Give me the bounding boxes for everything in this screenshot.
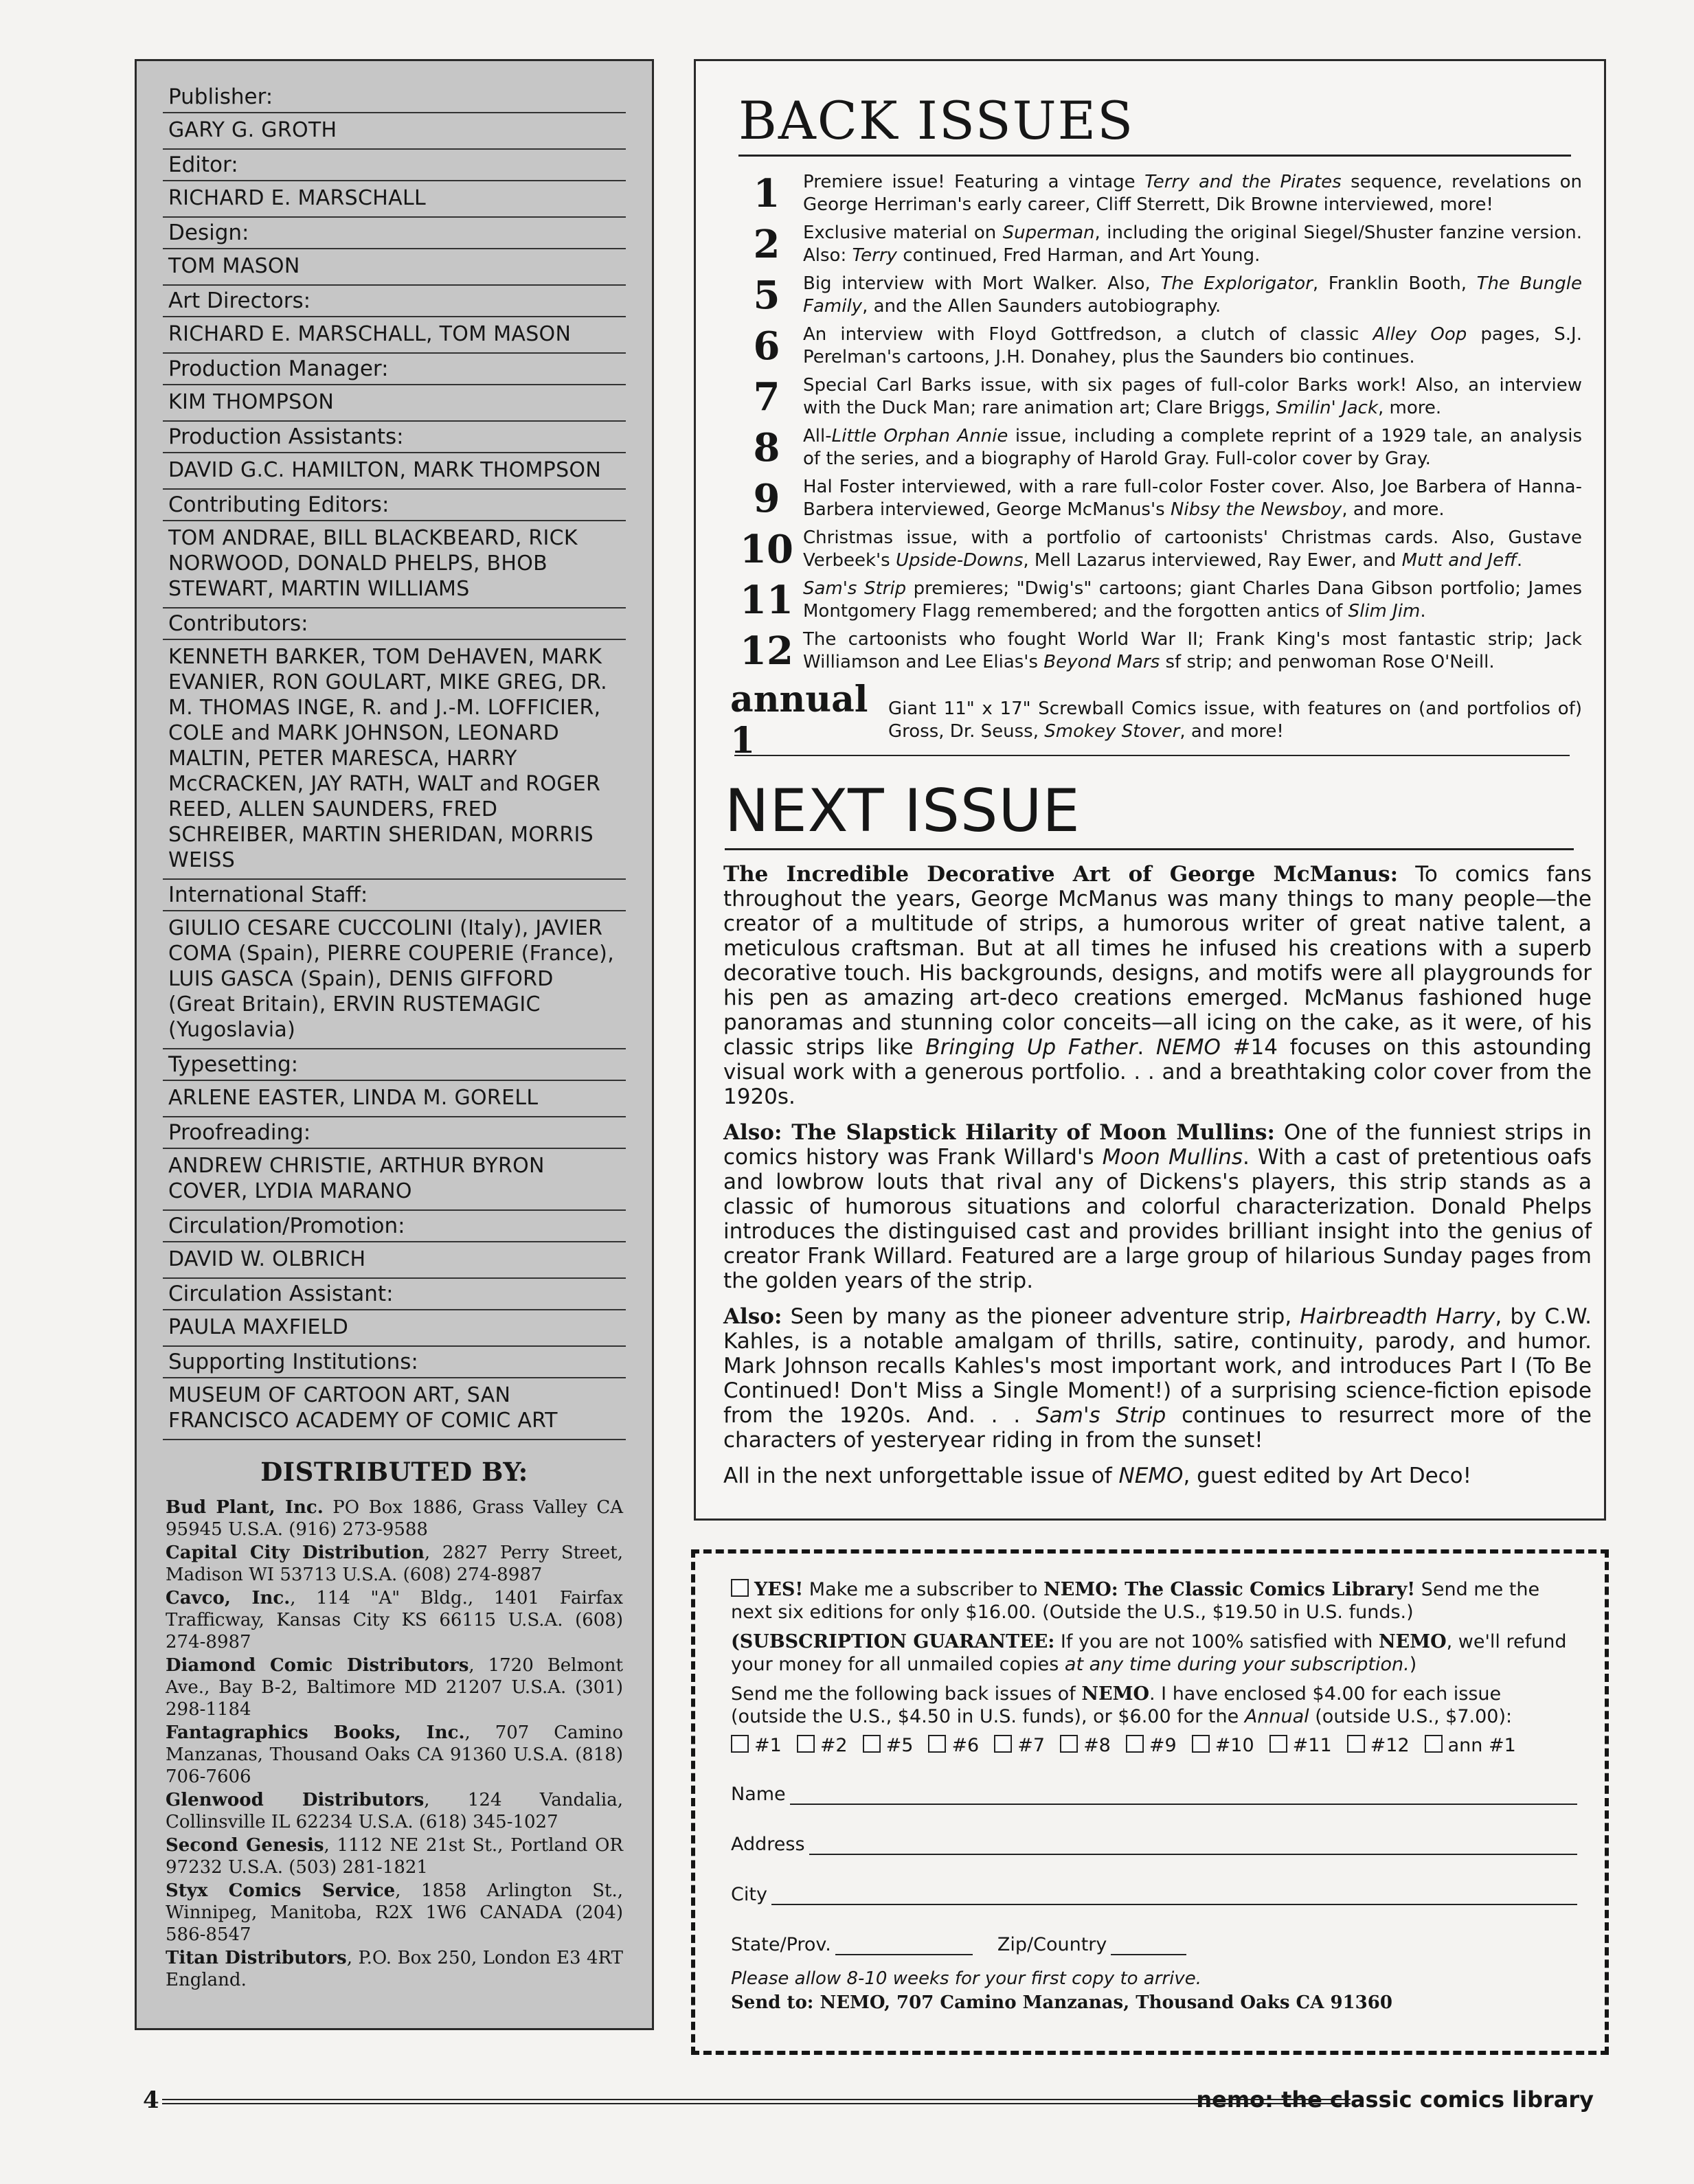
distributor-name: Capital City Distribution (166, 1543, 425, 1563)
state-zip-field[interactable] (731, 1934, 1577, 1955)
distributor-address: , 124 Vandalia, Collinsville IL 62234 U.S.A. (618) 345-1027 (166, 1790, 623, 1832)
back-issue-item (730, 628, 1582, 674)
issue-option[interactable] (797, 1735, 848, 1756)
address-input-line[interactable] (809, 1836, 1577, 1855)
issue-checkbox-row (731, 1735, 1577, 1756)
featured-title: Smilin' Jack (1276, 398, 1379, 418)
credit-names: MUSEUM OF CARTOON ART, SAN FRANCISCO ACADEMY OF COMIC ART (163, 1378, 626, 1440)
credit-names: KENNETH BARKER, TOM DeHAVEN, MARK EVANIER, RON GOULART, MIKE GREG, DR. M. THOMAS INGE, R. and J.-M. LOFFICIER, COLE and MARK JOHNSON, LEONARD MALTIN, PETER MARESCA, HARRY McCRACKEN, JAY RATH, WALT and ROGER REED, ALLEN SAUNDERS, FRED SCHREIBER, MARTIN SHERIDAN, MORRIS WEISS (163, 640, 626, 880)
section-divider (734, 755, 1570, 756)
distributor-address: , P.O. Box 250, London E3 4RT England. (166, 1948, 623, 1990)
issue-checkbox[interactable] (928, 1735, 946, 1753)
featured-title: Nibsy the Newsboy (1170, 499, 1342, 520)
description-text: premieres; "Dwig's" cartoons; giant Charles Dana Gibson portfolio; James Montgomery Flagg remembered; and the forgotten antics of (803, 578, 1582, 622)
issue-number: 6 (753, 323, 780, 369)
issue-description (803, 527, 1582, 572)
featured-title: Little Orphan Annie (831, 426, 1008, 446)
description-text: , Franklin Booth, (1312, 273, 1477, 294)
issue-number: 8 (753, 425, 780, 470)
paragraph-text: , by C.W. Kahles, is a notable amalgam of thrills, satire, continuity, parody, and humor. Mark Johnson recalls Kahles's most important work, and introduces Part I (To Be Continued! Don't Miss a Single Moment!) of a surprising science-fiction episode from the 1920s. And. . . (723, 1304, 1592, 1428)
distributor (163, 1834, 626, 1878)
distributor (163, 1947, 626, 1991)
description-text: Big interview with Mort Walker. Also, (803, 273, 1161, 294)
back-issue-item (730, 476, 1582, 521)
description-text: Christmas issue, with a portfolio of cartoonists' Christmas cards. Also, Gustave Verbeek's (803, 527, 1582, 571)
next-issue-paragraph (723, 1464, 1592, 1488)
credit-names: ANDREW CHRISTIE, ARTHUR BYRON COVER, LYDIA MARANO (163, 1149, 626, 1211)
distributor-name: Second Genesis (166, 1835, 324, 1856)
city-label: City (731, 1884, 767, 1905)
description-text: sequence, revelations on George Herriman's early career, Cliff Sterrett, Dik Browne interviewed, more! (803, 172, 1582, 215)
paragraph-lead: The Incredible Decorative Art of George McManus: (723, 862, 1399, 887)
issue-option-label: #9 (1149, 1735, 1177, 1756)
subscribe-checkbox[interactable] (731, 1579, 749, 1597)
back-issue-list (730, 171, 1582, 767)
credit-role: Proofreading: (163, 1117, 626, 1149)
description-text: The cartoonists who fought World War II; Frank King's most fantastic strip; Jack Williamson and Lee Elias's (803, 629, 1582, 672)
credit-role: Circulation/Promotion: (163, 1211, 626, 1242)
description-text: , and more. (1342, 499, 1445, 520)
credit-role: Production Manager: (163, 354, 626, 385)
distributor (163, 1654, 626, 1720)
issue-checkbox[interactable] (1192, 1735, 1210, 1753)
issue-checkbox[interactable] (1060, 1735, 1078, 1753)
credit-names: ARLENE EASTER, LINDA M. GORELL (163, 1081, 626, 1117)
masthead-entry (163, 490, 626, 608)
featured-title: Slim Jim (1348, 601, 1421, 622)
description-text: , including the original Siegel/Shuster fanzine version. Also: (803, 223, 1582, 266)
distributor-address: , 707 Camino Manzanas, Thousand Oaks CA 91360 U.S.A. (818) 706-7606 (166, 1722, 623, 1787)
distributor-name: Styx Comics Service (166, 1880, 396, 1901)
featured-title: Beyond Mars (1043, 652, 1160, 672)
back-issue-item (730, 222, 1582, 267)
issue-number: annual 1 (730, 679, 868, 762)
issue-option-label: ann #1 (1447, 1735, 1516, 1756)
distributor-address: , 2827 Perry Street, Madison WI 53713 U.S.A. (608) 274-8987 (166, 1543, 623, 1585)
paragraph-lead: Also: The Slapstick Hilarity of Moon Mullins: (723, 1120, 1275, 1145)
issue-option-label: #1 (754, 1735, 782, 1756)
featured-title: Superman (1002, 223, 1095, 243)
masthead-entry (163, 1049, 626, 1117)
masthead-entry (163, 608, 626, 880)
distributor (163, 1542, 626, 1586)
city-input-line[interactable] (771, 1886, 1577, 1905)
back-issue-item (730, 578, 1582, 623)
issue-number: 12 (740, 628, 793, 674)
issue-number: 11 (740, 578, 793, 623)
issue-option[interactable] (1060, 1735, 1111, 1756)
masthead-entry (163, 1211, 626, 1279)
distributor (163, 1880, 626, 1946)
masthead-entry (163, 218, 626, 286)
masthead-entry (163, 422, 626, 490)
subscription-coupon (691, 1549, 1609, 2055)
issue-checkbox[interactable] (1347, 1735, 1365, 1753)
issue-option[interactable] (928, 1735, 979, 1756)
description-text: Premiere issue! Featuring a vintage (803, 172, 1145, 192)
next-issue-paragraph (723, 1304, 1592, 1453)
featured-title: Upside-Downs (895, 550, 1024, 571)
issue-checkbox[interactable] (1269, 1735, 1287, 1753)
credit-role: Publisher: (163, 82, 626, 113)
issue-option-label: #8 (1083, 1735, 1111, 1756)
featured-title: Sam's Strip (803, 578, 907, 599)
credit-role: Contributors: (163, 608, 626, 640)
masthead-entry (163, 1279, 626, 1347)
description-text: An interview with Floyd Gottfredson, a clutch of classic (803, 324, 1373, 345)
name-field[interactable] (731, 1784, 1577, 1805)
issue-checkbox[interactable] (1425, 1735, 1443, 1753)
featured-title: NEMO (1118, 1464, 1184, 1488)
masthead-entry (163, 1117, 626, 1211)
heading-rule (738, 155, 1571, 157)
credit-names: DAVID W. OLBRICH (163, 1242, 626, 1279)
issue-description (803, 578, 1582, 623)
paragraph-lead: Also: (723, 1304, 782, 1329)
issue-checkbox[interactable] (863, 1735, 881, 1753)
featured-title: Hairbreadth Harry (1300, 1304, 1495, 1329)
issue-checkbox[interactable] (797, 1735, 815, 1753)
credit-names: TOM ANDRAE, BILL BLACKBEARD, RICK NORWOOD, DONALD PHELPS, BHOB STEWART, MARTIN WILLIAMS (163, 521, 626, 608)
back-issue-item (730, 527, 1582, 572)
issue-option-label: #7 (1017, 1735, 1046, 1756)
description-text: , and the Allen Saunders autobiography. (862, 296, 1221, 317)
featured-title: Terry and the Pirates (1144, 172, 1342, 192)
distributor-address: PO Box 1886, Grass Valley CA 95945 U.S.A. (916) 273-9588 (166, 1497, 624, 1540)
distributed-by-heading: DISTRIBUTED BY: (260, 1457, 528, 1487)
credit-names: KIM THOMPSON (163, 385, 626, 422)
city-field[interactable] (731, 1884, 1577, 1905)
distributor-address: , 1112 NE 21st St., Portland OR 97232 U.S.A. (503) 281-1821 (166, 1835, 623, 1878)
description-text: issue, including a complete reprint of a 1929 tale, an analysis of the series, and a biography of Harold Gray. Full-color cover by Gray. (803, 426, 1582, 469)
featured-title: NEMO (1155, 1035, 1221, 1060)
description-text: Exclusive material on (803, 223, 1003, 243)
back-issues-heading: BACK ISSUES (738, 90, 1135, 151)
distributor (163, 1722, 626, 1788)
featured-title: The Bungle Family (803, 273, 1582, 317)
issue-option-label: #10 (1215, 1735, 1254, 1756)
issue-option[interactable] (1425, 1735, 1516, 1756)
address-label: Address (731, 1834, 805, 1855)
issue-option[interactable] (1192, 1735, 1254, 1756)
issue-description (803, 222, 1582, 267)
description-text: , Mell Lazarus interviewed, Ray Ewer, and (1023, 550, 1402, 571)
issue-number: 1 (753, 171, 780, 216)
issue-checkbox[interactable] (731, 1735, 749, 1753)
back-issue-item (730, 323, 1582, 369)
next-issue-paragraph (723, 1120, 1592, 1293)
issue-option-label: #12 (1370, 1735, 1410, 1756)
issue-number: 2 (753, 222, 780, 267)
issue-option[interactable] (1347, 1735, 1410, 1756)
distributor-list (163, 1497, 626, 1991)
masthead-entry (163, 82, 626, 150)
issue-checkbox[interactable] (1126, 1735, 1144, 1753)
issue-option[interactable] (994, 1735, 1045, 1756)
issue-option-label: #6 (951, 1735, 980, 1756)
credit-role: Design: (163, 218, 626, 249)
description-text: All- (803, 426, 832, 446)
paragraph-text: #14 focuses on this astounding visual work with a generous portfolio. . . and a breathtaking color cover from the 1920s. (723, 1035, 1592, 1109)
masthead-panel (135, 59, 654, 2030)
description-text: Hal Foster interviewed, with a rare full-color Foster cover. Also, Joe Barbera of Hanna-Barbera interviewed, George McManus's (803, 477, 1582, 520)
credit-role: Production Assistants: (163, 422, 626, 453)
description-text: sf strip; and penwoman Rose O'Neill. (1160, 652, 1495, 672)
description-text: pages, S.J. Perelman's cartoons, J.H. Donahey, plus the Saunders bio continues. (803, 324, 1582, 367)
issue-option-label: #2 (820, 1735, 848, 1756)
featured-title: Bringing Up Father (925, 1035, 1138, 1060)
paragraph-text: To comics fans throughout the years, George McManus was many things to many people—the creator of a multitude of strips, a humorous writer of great native talent, a meticulous craftsman. But at all times he infused his creations with a superb decorative touch. His backgrounds, designs, and motifs were all playgrounds for his pen as amazing art-deco creations emerged. McManus fashioned huge panoramas and stunning color conceits—all icing on the cake, as it were, of his classic strips like (723, 862, 1592, 1060)
issue-option[interactable] (863, 1735, 914, 1756)
distributor-name: Diamond Comic Distributors (166, 1655, 469, 1676)
description-text: Special Carl Barks issue, with six pages of full-color Barks work! Also, an interview with the Duck Man; rare animation art; Clare Briggs, (803, 375, 1582, 418)
credit-role: Typesetting: (163, 1049, 626, 1081)
description-text: , and more! (1179, 721, 1284, 742)
issue-option[interactable] (731, 1735, 782, 1756)
publication-title: nemo: the classic comics library (1196, 2086, 1594, 2113)
description-text: , more. (1378, 398, 1442, 418)
description-text: . (1420, 601, 1426, 622)
name-input-line[interactable] (790, 1786, 1577, 1805)
credit-names: RICHARD E. MARSCHALL (163, 181, 626, 218)
distributor-address: , 114 "A" Bldg., 1401 Fairfax Trafficway, Kansas City KS 66115 U.S.A. (608) 274-8987 (166, 1588, 624, 1652)
footer-rule (162, 2099, 1351, 2104)
description-text: continued, Fred Harman, and Art Young. (896, 245, 1261, 266)
credit-role: Supporting Institutions: (163, 1347, 626, 1378)
paragraph-text: . (1137, 1035, 1156, 1060)
zip-input-line[interactable] (1111, 1936, 1186, 1955)
masthead-entry (163, 150, 626, 218)
back-issue-order-text: Send me the following back issues of NEMO. I have enclosed $4.00 for each issue (outside the U.S., $4.50 in U.S. funds), or $6.00 for the Annual (outside U.S., $7.00): (731, 1683, 1513, 1727)
credit-names: GIULIO CESARE CUCCOLINI (Italy), JAVIER COMA (Spain), PIERRE COUPERIE (France), LUIS GASCA (Spain), DENIS GIFFORD (Great Britain), ERVIN RUSTEMAGIC (Yugoslavia) (163, 911, 626, 1049)
back-issue-item (730, 171, 1582, 216)
credit-role: International Staff: (163, 880, 626, 911)
address-field[interactable] (731, 1834, 1577, 1855)
delivery-note: Please allow 8-10 weeks for your first copy to arrive. (731, 1968, 1201, 1989)
subscribe-offer: YES! Make me a subscriber to NEMO: The Classic Comics Library! Send me the next six editions for only $16.00. (Outside the U.S., $19.50 in U.S. funds.) (731, 1579, 1540, 1623)
distributor-address: , 1720 Belmont Ave., Bay B-2, Baltimore MD 21207 U.S.A. (301) 298-1184 (166, 1655, 623, 1720)
zip-label: Zip/Country (997, 1934, 1107, 1955)
distributor-name: Fantagraphics Books, Inc. (166, 1722, 465, 1743)
back-issue-item (730, 679, 1582, 762)
issue-description (803, 273, 1582, 318)
name-label: Name (731, 1784, 786, 1805)
description-text: . (1516, 550, 1523, 571)
featured-title: The Explorigator (1160, 273, 1313, 294)
back-issue-item (730, 425, 1582, 470)
masthead-entry (163, 286, 626, 354)
issue-description (803, 476, 1582, 521)
distributor-name: Glenwood Distributors (166, 1790, 425, 1810)
masthead-entry (163, 354, 626, 422)
paragraph-text: One of the funniest strips in comics history was Frank Willard's (723, 1120, 1592, 1170)
issue-option-label: #5 (885, 1735, 914, 1756)
next-issue-paragraph (723, 862, 1592, 1109)
credit-names: DAVID G.C. HAMILTON, MARK THOMPSON (163, 453, 626, 490)
paragraph-text: Seen by many as the pioneer adventure strip, (782, 1304, 1300, 1329)
issue-number: 7 (753, 374, 780, 420)
credit-role: Contributing Editors: (163, 490, 626, 521)
credit-names: PAULA MAXFIELD (163, 1310, 626, 1347)
credit-names: GARY G. GROTH (163, 113, 626, 150)
credit-names: RICHARD E. MARSCHALL, TOM MASON (163, 317, 626, 354)
distributor (163, 1789, 626, 1833)
paragraph-text: continues to resurrect more of the characters of yesteryear riding in from the sunset! (723, 1403, 1592, 1453)
masthead-entry (163, 880, 626, 1049)
heading-rule (725, 848, 1574, 850)
distributor (163, 1587, 626, 1653)
issue-option[interactable] (1269, 1735, 1332, 1756)
issue-option[interactable] (1126, 1735, 1177, 1756)
back-issue-item (730, 374, 1582, 420)
distributor-name: Titan Distributors (166, 1948, 347, 1968)
next-issue-body (723, 862, 1592, 1499)
subscription-guarantee: (SUBSCRIPTION GUARANTEE: If you are not 100% satisfied with NEMO, we'll refund your money for all unmailed copies at any time during your subscription.) (731, 1631, 1567, 1675)
credit-role: Editor: (163, 150, 626, 181)
issues-panel (694, 59, 1606, 1521)
paragraph-text: All in the next unforgettable issue of (723, 1464, 1119, 1488)
mailing-address: Send to: NEMO, 707 Camino Manzanas, Thousand Oaks CA 91360 (731, 1992, 1392, 2013)
back-issue-item (730, 273, 1582, 318)
paragraph-text: . With a cast of pretentious oafs and lowbrow louts that rival any of Dickens's players, this strip stands as a classic of humorous situations and colorful characterization. Donald Phelps introduces the distinguised cast and provides brilliant insight into the genius of creator Frank Willard. Featured are a large group of hilarious Sunday pages from the golden years of the strip. (723, 1145, 1592, 1293)
description-text: Giant 11" x 17" Screwball Comics issue, with features on (and portfolios of) Gross, Dr. Seuss, (888, 698, 1582, 742)
issue-option-label: #11 (1292, 1735, 1332, 1756)
featured-title: Alley Oop (1373, 324, 1467, 345)
state-input-line[interactable] (835, 1936, 973, 1955)
paragraph-text: , guest edited by Art Deco! (1183, 1464, 1472, 1488)
distributor-name: Cavco, Inc. (166, 1588, 291, 1608)
featured-title: Terry (852, 245, 897, 266)
issue-number: 5 (753, 273, 780, 318)
distributor (163, 1497, 626, 1540)
featured-title: Sam's Strip (1036, 1403, 1166, 1428)
distributor-address: , 1858 Arlington St., Winnipeg, Manitoba, R2X 1W6 CANADA (204) 586-8547 (166, 1880, 624, 1945)
issue-number: 10 (740, 527, 793, 572)
featured-title: Mutt and Jeff (1401, 550, 1517, 571)
page-number: 4 (143, 2086, 159, 2114)
issue-number: 9 (753, 476, 780, 521)
issue-description (803, 374, 1582, 420)
masthead-credits (163, 82, 626, 1440)
credit-role: Art Directors: (163, 286, 626, 317)
masthead-entry (163, 1347, 626, 1440)
issue-description (803, 628, 1582, 674)
page-footer (143, 2086, 1594, 2114)
state-label: State/Prov. (731, 1934, 831, 1955)
next-issue-heading: NEXT ISSUE (725, 777, 1081, 845)
featured-title: Moon Mullins (1102, 1145, 1243, 1170)
issue-description (803, 425, 1582, 470)
credit-names: TOM MASON (163, 249, 626, 286)
issue-checkbox[interactable] (994, 1735, 1012, 1753)
issue-description (888, 698, 1582, 743)
distributor-name: Bud Plant, Inc. (166, 1497, 324, 1518)
issue-description (803, 323, 1582, 369)
featured-title: Smokey Stover (1044, 721, 1180, 742)
issue-description (803, 171, 1582, 216)
credit-role: Circulation Assistant: (163, 1279, 626, 1310)
